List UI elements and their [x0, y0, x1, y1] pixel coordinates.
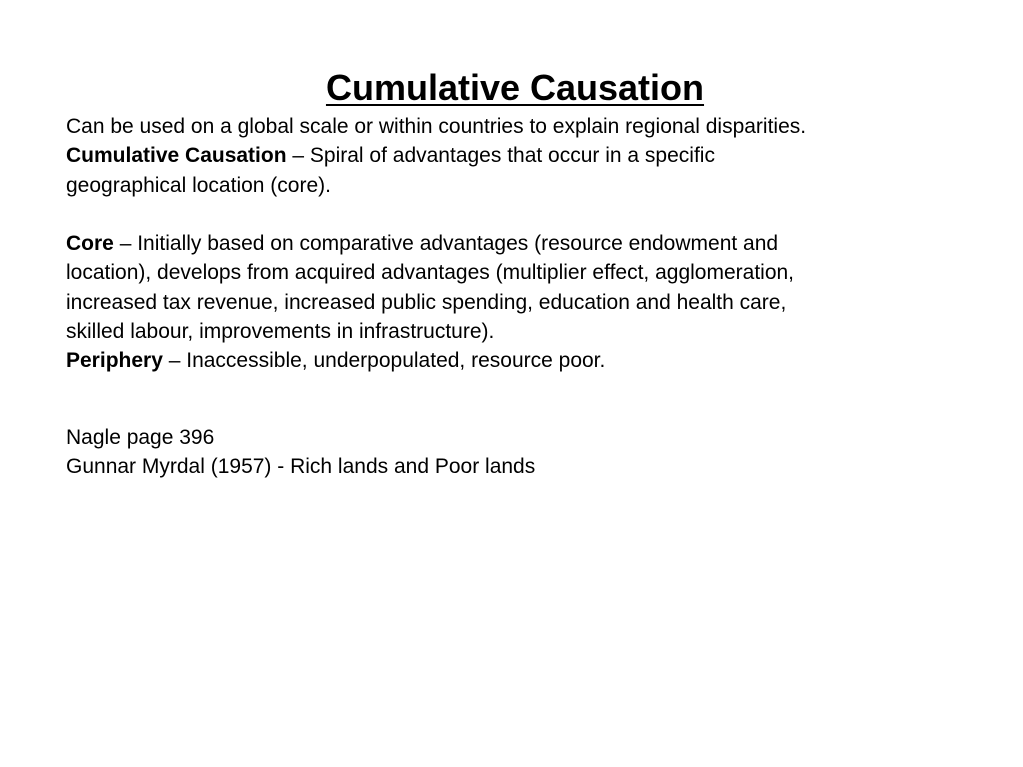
definition-text: – Initially based on comparative advantages (resource endowment and [113, 232, 779, 256]
spacer [66, 200, 986, 229]
reference-nagle: Nagle page 396 [66, 425, 215, 449]
definition-cumulative-causation [66, 141, 986, 170]
definition-core [66, 229, 986, 258]
term-core: Core [66, 232, 114, 256]
slide-body [66, 112, 986, 481]
definition-text: – Inaccessible, underpopulated, resource poor. [162, 349, 606, 373]
reference-myrdal: Gunnar Myrdal (1957) - Rich lands and Poor lands [66, 454, 536, 478]
definition-continuation: skilled labour, improvements in infrastructure). [66, 320, 495, 344]
term-periphery: Periphery [66, 349, 163, 373]
definition-continuation: increased tax revenue, increased public spending, education and health care, [66, 290, 787, 314]
definition-periphery [66, 346, 986, 375]
definition-continuation: location), develops from acquired advantages (multiplier effect, agglomeration, [66, 261, 795, 285]
definition-text: – Spiral of advantages that occur in a specific [286, 144, 715, 168]
term-cumulative-causation: Cumulative Causation [66, 144, 287, 168]
definition-continuation: geographical location (core). [66, 173, 331, 197]
slide-title: Cumulative Causation [325, 67, 705, 108]
intro-text: Can be used on a global scale or within countries to explain regional disparities. [66, 115, 807, 138]
spacer [66, 376, 986, 423]
